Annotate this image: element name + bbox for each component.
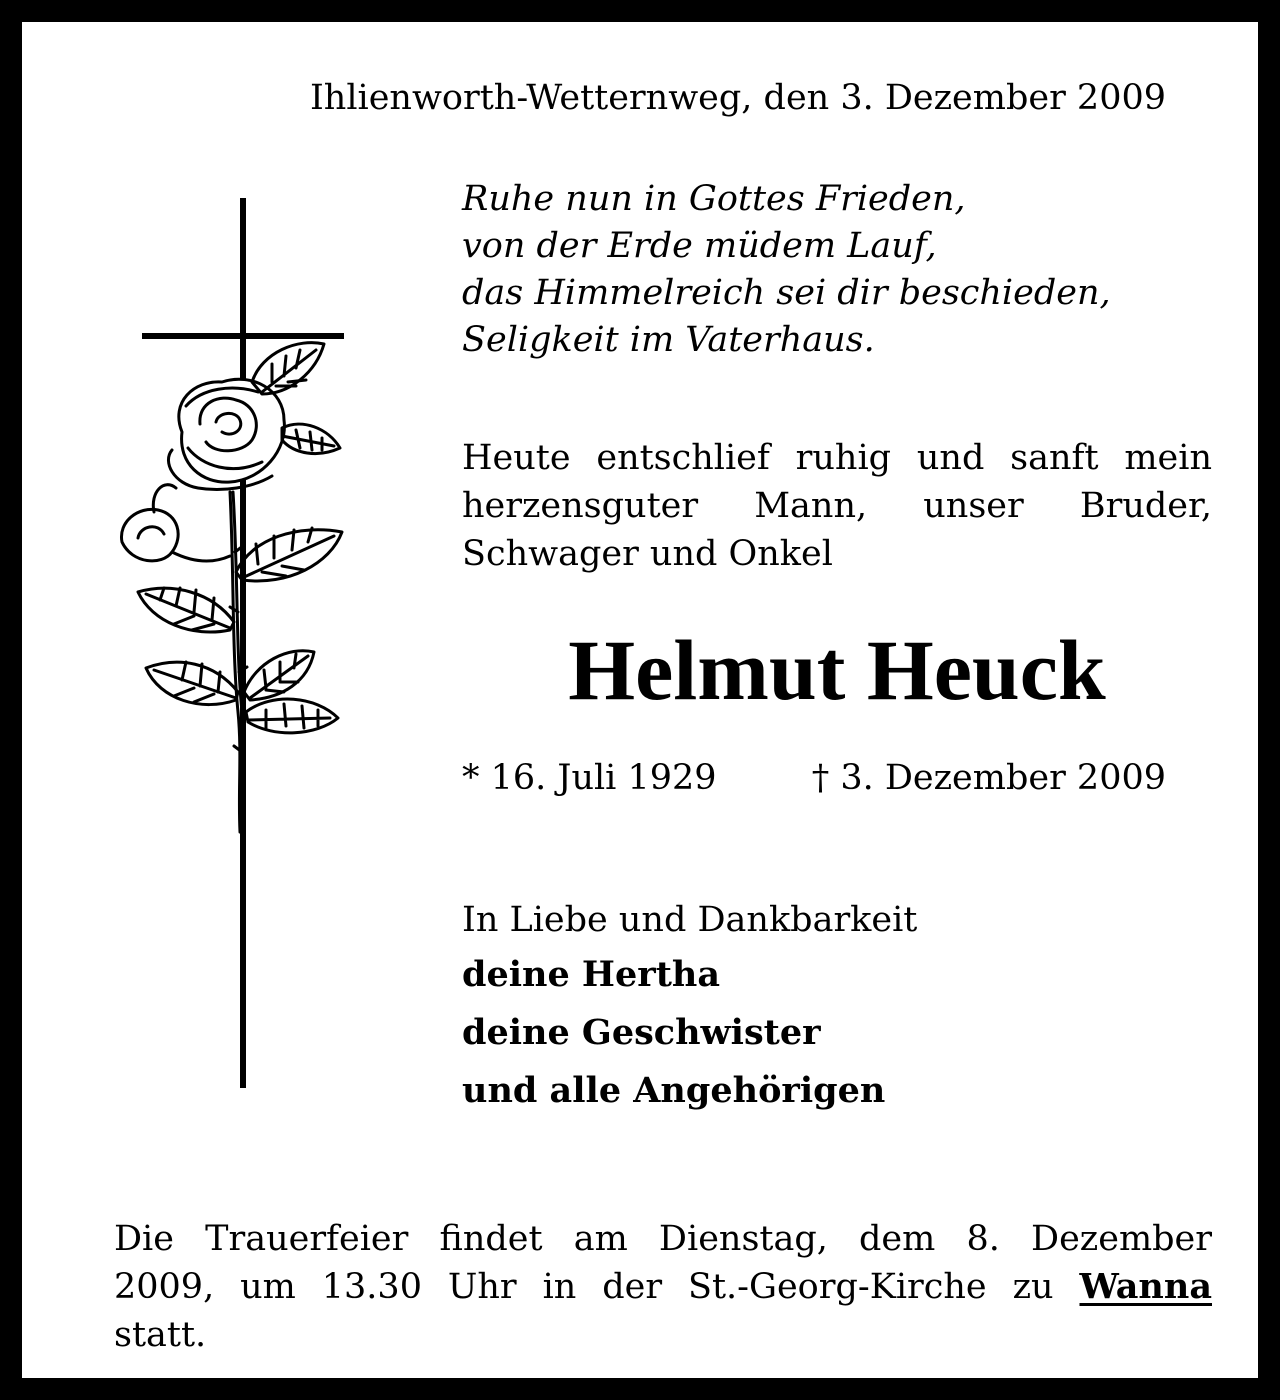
poem [462, 176, 1111, 364]
mourner-name: und alle Angehörigen [462, 1070, 886, 1111]
mourner-name: deine Geschwister [462, 1012, 821, 1053]
poem-line: das Himmelreich sei dir beschieden, [462, 273, 1111, 313]
poem-line: von der Erde müdem Lauf, [462, 226, 937, 266]
place-date: Ihlienworth-Wetternweg, den 3. Dezember 2009 [309, 78, 1166, 118]
death-date: † 3. Dezember 2009 [811, 758, 1166, 798]
deceased-name: Helmut Heuck [568, 622, 1106, 718]
mourners-intro: In Liebe und Dankbarkeit [462, 900, 918, 940]
funeral-line [114, 1263, 1212, 1311]
announcement-text [462, 434, 1212, 578]
rose-icon [121, 343, 342, 832]
funeral-line: statt. [114, 1315, 207, 1355]
poem-line: Seligkeit im Vaterhaus. [462, 320, 875, 360]
cross-rose-emblem [102, 192, 362, 1092]
mourners [462, 894, 917, 1120]
announcement-line: Schwager und Onkel [462, 534, 833, 574]
cross-icon [142, 198, 344, 1088]
announcement-line: herzensguter Mann, unser Bruder, [462, 486, 1212, 526]
mourner-name: deine Hertha [462, 954, 721, 995]
poem-line: Ruhe nun in Gottes Frieden, [462, 179, 966, 219]
announcement-line: Heute entschlief ruhig und sanft mein [462, 438, 1212, 478]
funeral-line: Die Trauerfeier findet am Dienstag, dem 8. Dezember [114, 1219, 1212, 1259]
funeral-place: Wanna [1079, 1266, 1212, 1307]
funeral-line-text: 2009, um 13.30 Uhr in der St.-Georg-Kirche zu [114, 1267, 1054, 1307]
funeral-notice [114, 1215, 1212, 1359]
birth-date: * 16. Juli 1929 [462, 758, 717, 798]
